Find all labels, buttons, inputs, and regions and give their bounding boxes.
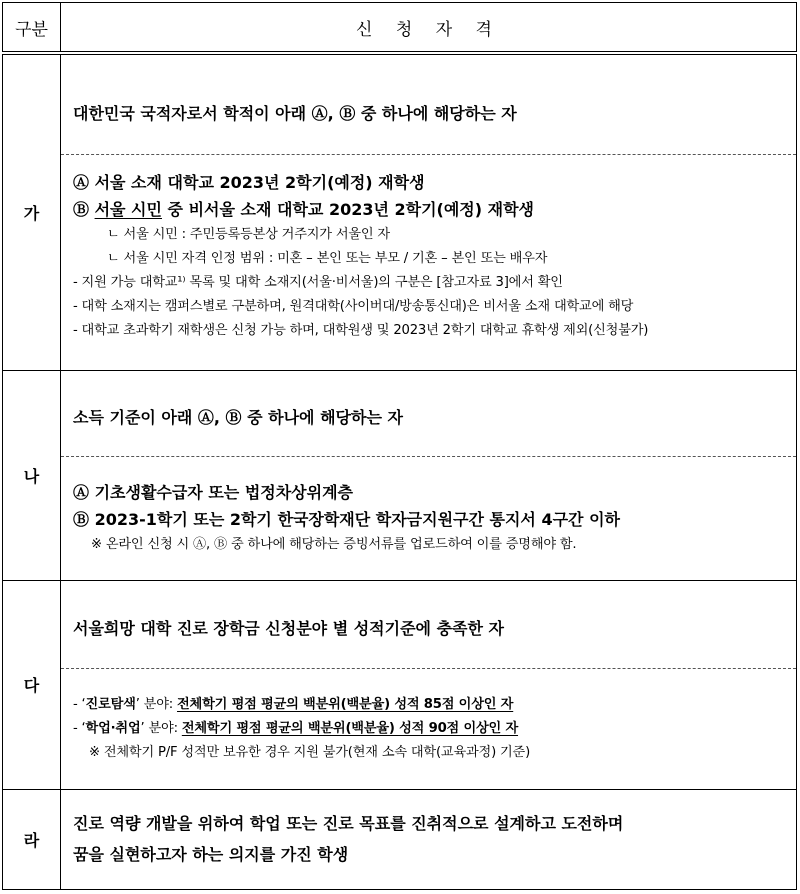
table-row-ra (3, 789, 797, 889)
ga-sub2: ㄴ 서울 시민 자격 인정 범위 : 미혼 – 본인 또는 부모 / 기혼 – 본인 또는 배우자 (107, 250, 548, 266)
ga-sub1: ㄴ 서울 시민 : 주민등록등본상 거주지가 서울인 자 (107, 226, 390, 242)
ga-note2: - 대학 소재지는 캠퍼스별로 구분하며, 원격대학(사이버대/방송통신대)은 비서울 소재 대학교에 해당 (73, 298, 634, 314)
da-note: ※ 전체학기 P/F 성적만 보유한 경우 지원 불가(현재 소속 대학(교육과정) 기준) (89, 745, 531, 760)
da-l1-criterion: 전체학기 평점 평균의 백분위(백분율) 성적 85점 이상인 자 (177, 697, 514, 712)
table-row-ga (3, 53, 797, 370)
da-lead: 서울희망 대학 진로 장학금 신청분야 별 성적기준에 충족한 자 (73, 618, 504, 638)
ra-line1: 진로 역량 개발을 위하여 학업 또는 진로 목표를 진취적으로 설계하고 도전하며 (73, 814, 624, 833)
table-row-na (3, 370, 797, 580)
na-details (61, 456, 796, 573)
da-l2-mid: ’ 분야: (140, 721, 182, 736)
ga-b-underline: 서울 시민 (94, 199, 162, 219)
row-content-da (61, 580, 797, 789)
da-l2-criterion: 전체학기 평점 평균의 백분위(백분율) 성적 90점 이상인 자 (181, 721, 519, 736)
da-l2-field: 학업·취업 (85, 721, 141, 736)
da-l1-mid: ’ 분야: (135, 697, 178, 712)
row-label-da: 다 (3, 580, 61, 789)
table-row-da (3, 580, 797, 789)
na-criterion-b: Ⓑ 2023-1학기 또는 2학기 한국장학재단 학자금지원구간 통지서 4구간 이하 (73, 509, 620, 529)
header-category: 구분 (3, 3, 61, 54)
ga-note3: - 대학교 초과학기 재학생은 신청 가능 하며, 대학원생 및 2023년 2학기 대학교 휴학생 제외(신청불가) (73, 322, 649, 338)
ga-details (61, 154, 796, 353)
row-label-ga: 가 (3, 53, 61, 370)
header-qualification-text: 신 청 자 격 (356, 19, 501, 40)
row-label-na: 나 (3, 370, 61, 580)
na-lead: 소득 기준이 아래 Ⓐ, Ⓑ 중 하나에 해당하는 자 (73, 408, 403, 427)
ga-criterion-b (73, 196, 784, 223)
row-content-ga (61, 53, 797, 370)
row-label-ra: 라 (3, 789, 61, 889)
table-header-row (3, 3, 797, 54)
na-criterion-a: Ⓐ 기초생활수급자 또는 법정차상위계층 (73, 482, 354, 502)
da-line1 (73, 693, 784, 717)
da-details (61, 668, 796, 783)
ra-line2: 꿈을 실현하고자 하는 의지를 가진 학생 (73, 845, 349, 864)
ga-lead: 대한민국 국적자로서 학적이 아래 Ⓐ, Ⓑ 중 하나에 해당하는 자 (73, 104, 517, 124)
row-content-ra (61, 789, 797, 889)
da-l1-prefix: - ‘ (73, 697, 86, 712)
row-content-na (61, 370, 797, 580)
na-note: ※ 온라인 신청 시 Ⓐ, Ⓑ 중 하나에 해당하는 증빙서류를 업로드하여 이를 증명해야 함. (91, 536, 577, 552)
qualification-table (2, 2, 797, 890)
ga-note1: - 지원 가능 대학교¹⁾ 목록 및 대학 소재지(서울·비서울)의 구분은 [참고자료 3]에서 확인 (73, 274, 563, 290)
da-l2-prefix: - ‘ (73, 721, 86, 736)
ga-criterion-a: Ⓐ 서울 소재 대학교 2023년 2학기(예정) 재학생 (73, 172, 425, 192)
header-qualification (61, 3, 797, 54)
da-line2 (73, 717, 784, 741)
da-l1-field: 진로탐색 (85, 697, 136, 712)
ga-b-rest: 중 비서울 소재 대학교 2023년 2학기(예정) 재학생 (161, 199, 535, 219)
ga-b-prefix: Ⓑ (73, 199, 95, 219)
